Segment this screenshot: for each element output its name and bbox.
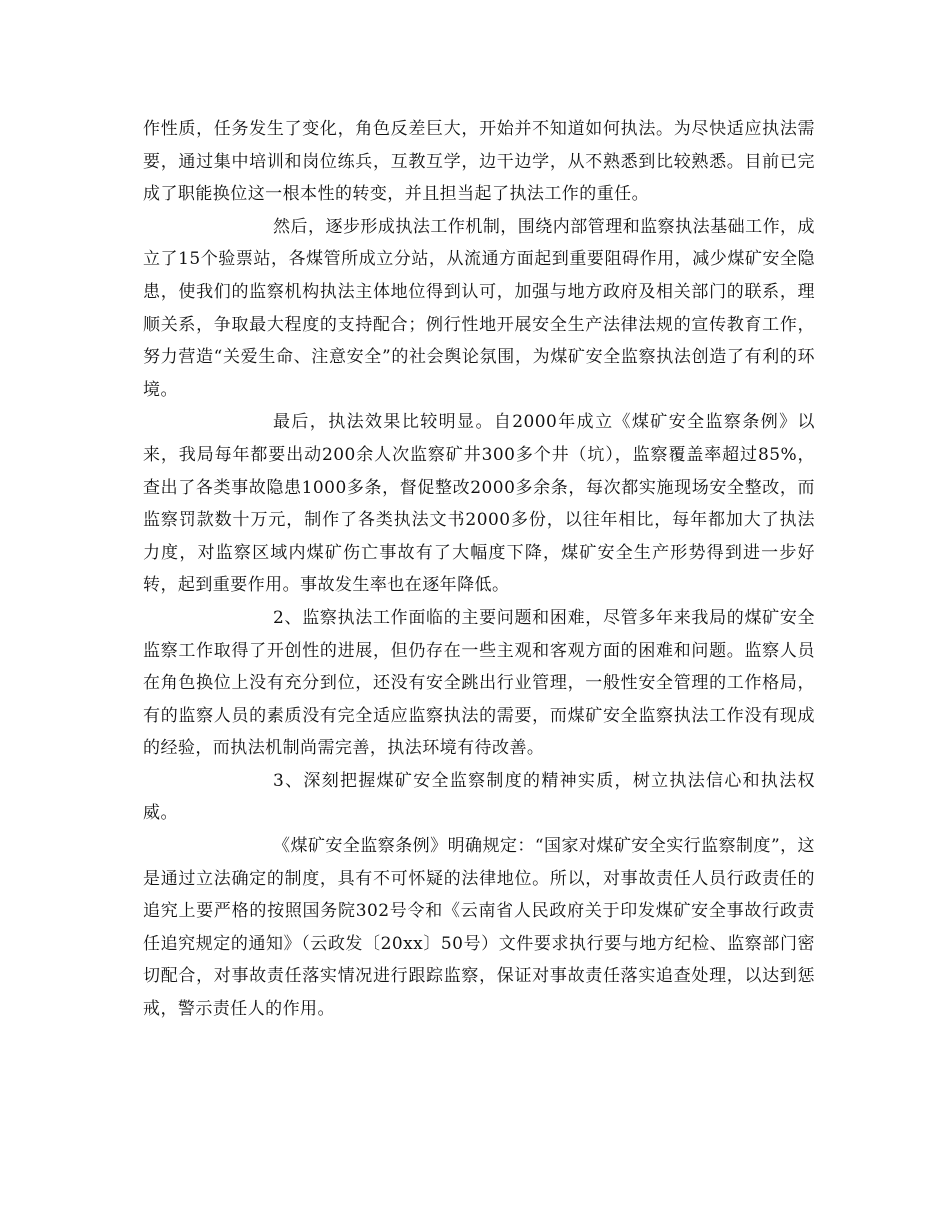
paragraph-enforcement-results: 最后，执法效果比较明显。自2000年成立《煤矿安全监察条例》以来，我局每年都要出动200余人次监察矿井300多个井（坑），监察覆盖率超过85%，查出了各类事故隐患1000多条，督促整改2000多余条，每次都实施现场安全整改，而监察罚款数十万元，制作了各类执法文书2000多份，以往年相比，每年都加大了执法力度，对监察区域内煤矿伤亡事故有了大幅度下降，煤矿安全生产形势得到进一步好转，起到重要作用。事故发生率也在逐年降低。 <box>143 412 815 596</box>
paragraph-regulations: 《煤矿安全监察条例》明确规定：“国家对煤矿安全实行监察制度”，这是通过立法确定的制度，具有不可怀疑的法律地位。所以，对事故责任人员行政责任的追究上要严格的按照国务院302号令和《云南省人民政府关于印发煤矿安全事故行政责任追究规定的通知》（云政发〔20xx〕50号）文件要求执行要与地方纪检、监察部门密切配合，对事故责任落实情况进行跟踪监察，保证对事故责任落实追查处理，以达到惩戒，警示责任人的作用。 <box>143 836 815 1020</box>
paragraph-heading-3: 3、深刻把握煤矿安全监察制度的精神实质，树立执法信心和执法权威。 <box>143 770 815 824</box>
document-page <box>143 113 815 1026</box>
paragraph-work-mechanism: 然后，逐步形成执法工作机制，围绕内部管理和监察执法基础工作，成立了15个验票站，各煤管所成立分站，从流通方面起到重要阻碍作用，减少煤矿安全隐患，使我们的监察机构执法主体地位得到认可，加强与地方政府及相关部门的联系，理顺关系，争取最大程度的支持配合；例行性地开展安全生产法律法规的宣传教育工作，努力营造“关爱生命、注意安全”的社会舆论氛围，为煤矿安全监察执法创造了有利的环境。 <box>143 216 815 400</box>
paragraph-problems-difficulties: 2、监察执法工作面临的主要问题和困难，尽管多年来我局的煤矿安全监察工作取得了开创性的进展，但仍存在一些主观和客观方面的困难和问题。监察人员在角色换位上没有充分到位，还没有安全跳出行业管理，一般性安全管理的工作格局，有的监察人员的素质没有完全适应监察执法的需要，而煤矿安全监察执法工作没有现成的经验，而执法机制尚需完善，执法环境有待改善。 <box>143 607 815 759</box>
paragraph-continuation: 作性质，任务发生了变化，角色反差巨大，开始并不知道如何执法。为尽快适应执法需要，通过集中培训和岗位练兵，互教互学，边干边学，从不熟悉到比较熟悉。目前已完成了职能换位这一根本性的转变，并且担当起了执法工作的重任。 <box>143 119 815 205</box>
